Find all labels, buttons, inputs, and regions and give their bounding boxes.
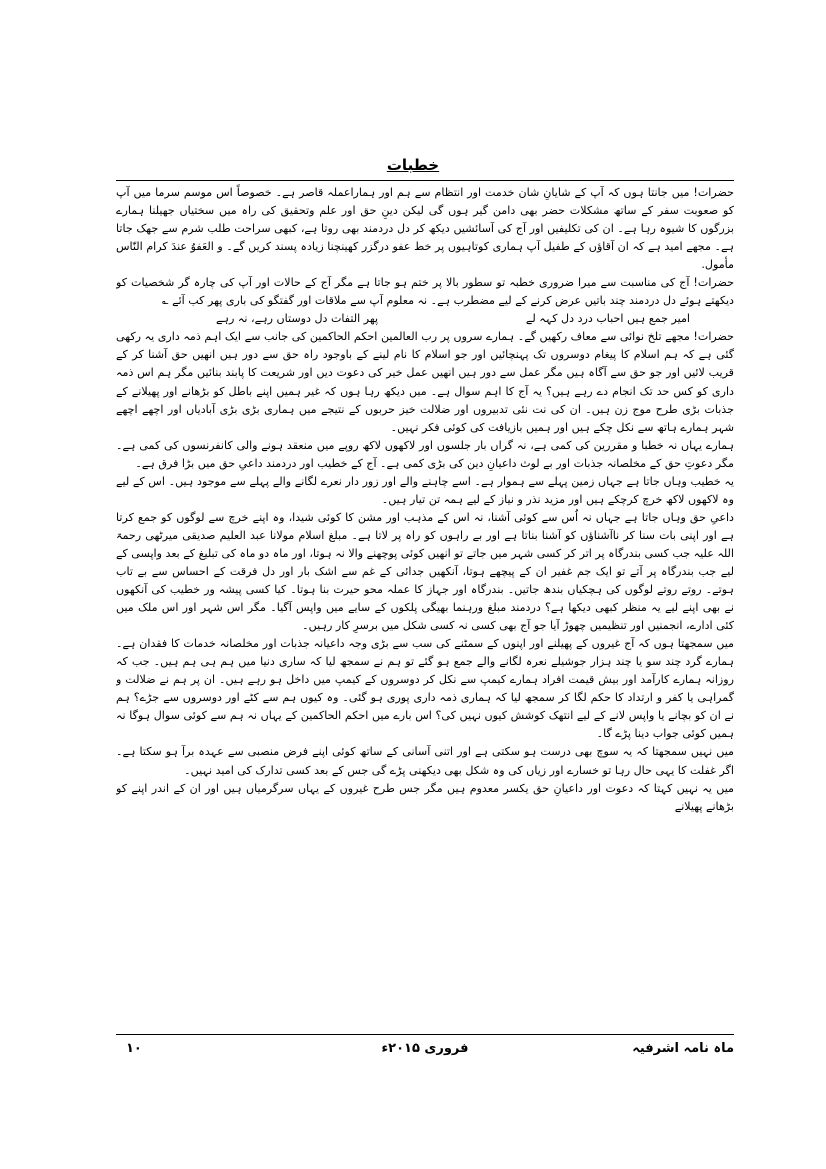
page-footer	[116, 1041, 734, 1063]
footer-divider	[116, 1034, 734, 1035]
paragraph: حضرات! مجھے تلخ نوائی سے معاف رکھیں گے۔ ہمارے سروں پر رب العالمین احکم الحاکمین کی جانب سے ایک اہم ذمہ داری یہ رکھی گئی ہے کہ ہم اسلام کا پیغام دوسروں تک پہنچائیں اور جو اسلام کا نام لینے کے باوجود راہ حق سے دور ہیں انھیں حق آشنا کر کے قریب لائیں اور جو حق سے آگاہ ہیں مگر عمل سے دور ہیں انھیں عمل خیر کی دعوت دیں اور شریعت کا پابند بنائیں مگر ہم اس ذمہ داری کو کس حد تک انجام دے رہے ہیں؟ یہ آج کا اہم سوال ہے۔ میں دیکھ رہا ہوں کہ غیر ہمیں اپنے باطل کو بڑھانے اور پھیلانے کے جذبات بڑی طرح موج زن ہیں۔ ان کی نت نئی تدبیروں اور ضلالت خیز حربوں کے نتیجے میں ہماری بڑی بڑی آبادیاں اور اچھے اچھے شہر ہمارے ہاتھ سے نکل چکے ہیں اور ہمیں بازیافت کی کوئی فکر نہیں۔	[116, 330, 734, 434]
couplet-first-line: امیر جمع ہیں احباب درد دل کہہ لے	[525, 312, 690, 326]
couplet-second-line: پھر التفات دل دوستاں رہے، نہ رہے	[216, 312, 379, 326]
section-title: خطبات	[386, 156, 440, 174]
paragraph: یہ خطیب وہاں جاتا ہے جہاں زمین پہلے سے ہموار ہے۔ اسے چاہنے والے اور زور دار نعرے لگانے والے پہلے سے موجود ہیں۔ اس کے لیے وہ لاکھوں لاکھ خرچ کرچکے ہیں اور مزید نذر و نیاز کے لیے ہمہ تن تیار ہیں۔	[116, 474, 734, 506]
magazine-name: ماہ نامہ اشرفیہ	[632, 1041, 734, 1056]
paragraph: ہمارے یہاں نہ خطبا و مقررین کی کمی ہے، نہ گراں بار جلسوں اور لاکھوں لاکھ روپے میں منعقد ہونے والی کانفرنسوں کی کمی ہے۔ مگر دعوتِ حق کے مخلصانہ جذبات اور بے لوث داعیانِ دین کی بڑی کمی ہے۔ آج کے خطیب اور دردمند داعیِ حق میں بڑا فرق ہے۔	[116, 438, 734, 470]
page-number: ۱۰	[126, 1041, 142, 1056]
header-divider	[116, 180, 734, 181]
paragraph: میں سمجھتا ہوں کہ آج غیروں کے پھیلنے اور اپنوں کے سمٹنے کی سب سے بڑی وجہ داعیانہ جذبات اور مخلصانہ خدمات کا فقدان ہے۔ ہمارے گرد چند سو یا چند ہزار جوشیلے نعرہ لگانے والے جمع ہو گئے تو ہم نے سمجھ لیا کہ ساری دنیا میں ہم ہی ہم ہیں۔ جب کہ روزانہ ہمارے کارآمد اور بیش قیمت افراد ہمارے کیمپ سے نکل کر دوسروں کے کیمپ میں داخل ہو رہے ہیں۔ ان پر ہم نے ضلالت و گمراہی یا کفر و ارتداد کا حکم لگا کر سمجھ لیا کہ ہماری ذمہ داری پوری ہو گئی۔ وہ کیوں ہم سے کٹے اور دوسروں سے جڑے؟ ہم نے ان کو بچانے یا واپس لانے کے لیے انتھک کوشش کیوں نہیں کی؟ اس بارے میں احکم الحاکمین کے یہاں نہ ہم سے کوئی سوال ہوگا نہ ہمیں کوئی جواب دینا پڑے گا۔	[116, 637, 734, 741]
issue-date: فروری ۲۰۱۵ء	[381, 1041, 469, 1056]
paragraph: داعیِ حق وہاں جاتا ہے جہاں نہ اُس سے کوئی آشنا، نہ اس کے مذہب اور مشن کا کوئی شیدا، وہ اپنے خرچ سے لوگوں کو جمع کرتا ہے اور اپنی بات سنا کر ناآشناؤں کو آشنا بناتا ہے اور بے راہوں کو راہ پر لاتا ہے۔ مبلغ اسلام مولانا عبد العلیم صدیقی میرٹھی رحمۃ اللہ علیہ جب کسی بندرگاہ پر اتر کر کسی شہر میں جاتے تو انھیں کوئی پوچھنے والا نہ ہوتا، اور ماہ دو ماہ کی تبلیغ کے بعد واپسی کے لیے جب بندرگاہ پر آتے تو ایک جم غفیر ان کے پیچھے ہوتا، آنکھیں جدائی کے غم سے اشک بار اور دل فرقت کے احساس سے بے تاب ہوتے۔ روتے روتے لوگوں کی ہچکیاں بندھ جاتیں۔ بندرگاہ اور جہاز کا عملہ محو حیرت بنا ہوتا۔ کیا کسی پیشہ ور خطیب کی آنکھوں نے بھی اپنے لیے یہ منظر کبھی دیکھا ہے؟ دردمند مبلغ ورہنما بھیگی پلکوں کے سایے میں واپس آگیا۔ مگر اس شہر اور اس ملک میں کئی ادارے، انجمنیں اور تنظیمیں چھوڑ آیا جو آج بھی کسی نہ کسی شکل میں برسرِ کار رہیں۔	[116, 510, 734, 633]
paragraph: حضرات! میں جانتا ہوں کہ آپ کے شایانِ شان خدمت اور انتظام سے ہم اور ہماراعملہ قاصر ہے۔ خصوصاً اس موسم سرما میں آپ کو صعوبت سفر کے ساتھ مشکلات حضر بھی دامن گیر ہوں گی لیکن دینِ حق اور علم وتحقیق کی راہ میں سختیاں جھیلنا ہمارے بزرگوں کا شیوہ رہا ہے۔ ان کی تکلیفیں اور آج کی آسائشیں دیکھ کر دل دردمند بھی روتا ہے، کبھی سراحت طلب شرم سے جھک جاتا ہے۔ مجھے امید ہے کہ ان آقاؤں کے طفیل آپ ہماری کوتاہیوں پر خط عفو درگزر کھینچنا زیادہ پسند کریں گے۔ و العَفوُ عندَ کرام النّاس مأمول.	[116, 186, 734, 272]
paragraph: حضرات! آج کی مناسبت سے میرا ضروری خطبہ تو سطور بالا پر ختم ہو جاتا ہے مگر آج کے حالات اور آپ کی چارہ گر شخصیات کو دیکھتے ہوئے دل دردمند چند باتیں عرض کرنے کے لیے مضطرب ہے۔ نہ معلوم آپ سے ملاقات اور گفتگو کی باری پھر کب آئے ؎	[116, 276, 734, 308]
paragraph: میں نہیں سمجھتا کہ یہ سوچ بھی درست ہو سکتی ہے اور اتنی آسانی کے ساتھ کوئی اپنے فرض منصبی سے عہدہ برآ ہو سکتا ہے۔ اگر غفلت کا یہی حال رہا تو خسارے اور زیاں کی وہ شکل بھی دیکھنی پڑے گی جس کے بعد کسی تدارک کی امید نہیں۔	[116, 745, 734, 777]
paragraph: میں یہ نہیں کہتا کہ دعوت اور داعیانِ حق یکسر معدوم ہیں مگر جس طرح غیروں کے یہاں سرگرمیاں ہیں اور ان کے اندر اپنے کو بڑھانے پھیلانے	[116, 781, 734, 813]
poetry-couplet	[216, 310, 690, 328]
article-body	[116, 184, 734, 1014]
